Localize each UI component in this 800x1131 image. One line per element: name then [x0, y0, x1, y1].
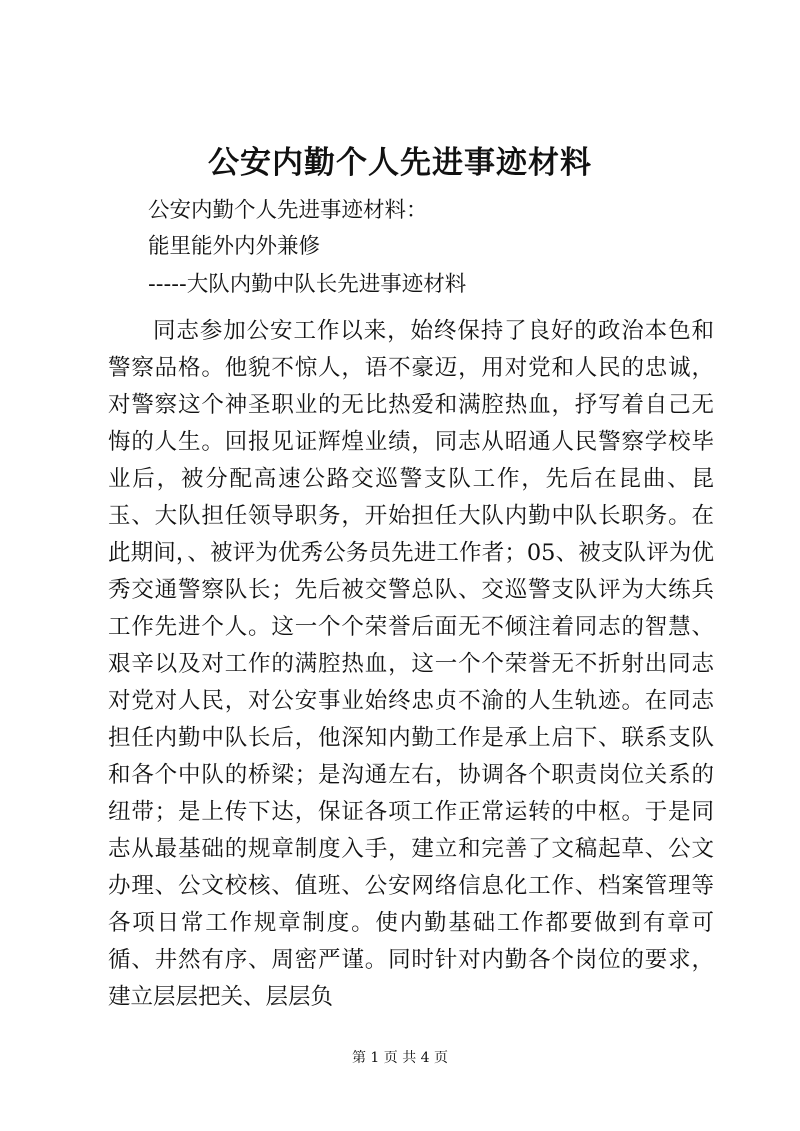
body-paragraph: 同志参加公安工作以来，始终保持了良好的政治本色和警察品格。他貌不惊人，语不豪迈，用对党和人民的忠诚，对警察这个神圣职业的无比热爱和满腔热血，抒写着自己无悔的人生。回报见证辉煌业绩，同志从昭通人民警察学校毕业后，被分配高速公路交巡警支队工作，先后在昆曲、昆玉、大队担任领导职务，开始担任大队内勤中队长职务。在此期间，、被评为优秀公务员先进工作者；05、被支队评为优秀交通警察队长；先后被交警总队、交巡警支队评为大练兵工作先进个人。这一个个荣誉后面无不倾注着同志的智慧、艰辛以及对工作的满腔热血，这一个个荣誉无不折射出同志对党对人民，对公安事业始终忠贞不渝的人生轨迹。在同志担任内勤中队长后，他深知内勤工作是承上启下、联系支队和各个中队的桥梁；是沟通左右，协调各个职责岗位关系的纽带；是上传下达，保证各项工作正常运转的中枢。于是同志从最基础的规章制度入手，建立和完善了文稿起草、公文办理、公文校核、值班、公安网络信息化工作、档案管理等各项日常工作规章制度。使内勤基础工作都要做到有章可循、井然有序、周密严谨。同时针对内勤各个岗位的要求，建立层层把关、层层负 [108, 318, 714, 1010]
document-title: 公安内勤个人先进事迹材料 [208, 145, 592, 181]
subtitle-line: 公安内勤个人先进事迹材料： [148, 198, 428, 223]
page-footer: 第 1 页 共 4 页 [351, 1050, 449, 1066]
subtitle-line: 能里能外内外兼修 [148, 234, 321, 259]
subtitle-line: -----大队内勤中队长先进事迹材料 [148, 272, 467, 297]
